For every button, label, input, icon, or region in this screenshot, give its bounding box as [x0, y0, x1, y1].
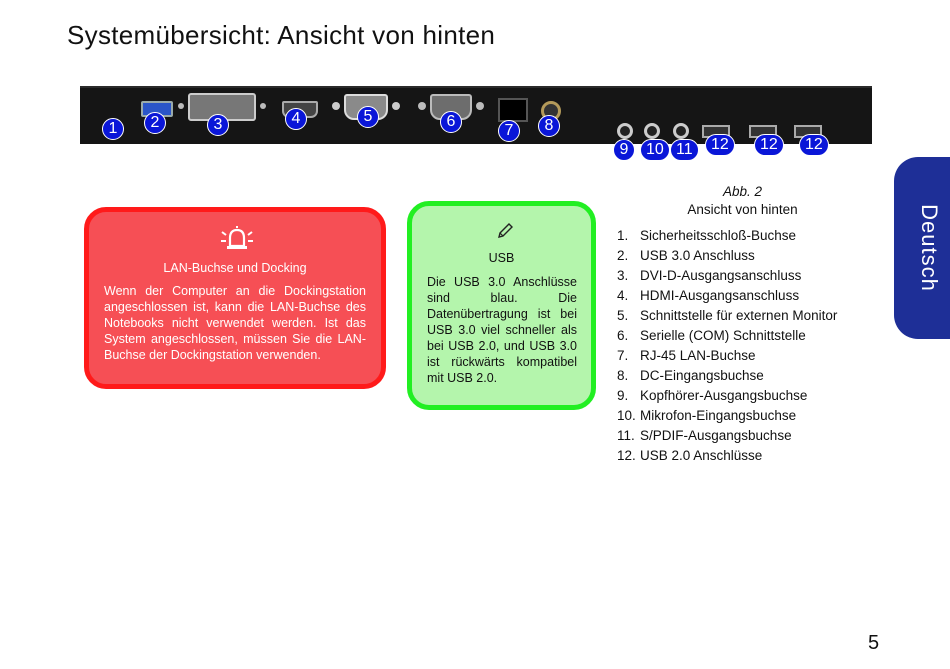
port-legend-list [617, 226, 837, 466]
callout-badge: 8 [538, 115, 560, 137]
list-item [617, 226, 837, 246]
legend-label: S/PDIF-Ausgangsbuchse [640, 428, 792, 443]
legend-number: 5. [617, 308, 629, 323]
legend-label: Schnittstelle für externen Monitor [640, 308, 838, 323]
callout-badge: 2 [144, 112, 166, 134]
language-tab [894, 157, 950, 339]
list-item [617, 386, 837, 406]
language-tab-label: Deutsch [917, 204, 942, 292]
list-item [617, 286, 837, 306]
legend-number: 6. [617, 328, 629, 343]
warning-text: Wenn der Computer an die Dockingstation angeschlossen ist, kann die LAN-Buchse des Notebooks nicht verwendet werden. Ist das System angeschlossen, müssen Sie die LAN-Buchse der Dockingstation verwenden. [104, 284, 366, 362]
callout-badge: 6 [440, 111, 462, 133]
callout-badge: 12 [705, 134, 735, 156]
rj45-port [498, 98, 528, 122]
legend-number: 9. [617, 388, 629, 403]
list-item [617, 366, 837, 386]
legend-number: 11. [617, 428, 635, 443]
legend-label: Sicherheitsschloß-Buchse [640, 228, 797, 243]
warning-title: LAN-Buchse und Docking [163, 261, 307, 275]
page-number: 5 [868, 632, 880, 654]
figure-title: Ansicht von hinten [687, 202, 798, 217]
usb-note-title: USB [488, 251, 515, 265]
legend-label: DC-Eingangsbuchse [640, 368, 764, 383]
legend-number: 2. [617, 248, 629, 263]
legend-number: 12. [617, 448, 636, 463]
alarm-icon [219, 226, 255, 252]
callout-badge: 10 [640, 139, 670, 161]
legend-label: DVI-D-Ausgangsanschluss [640, 268, 802, 283]
callout-badge: 4 [285, 108, 307, 130]
list-item [617, 446, 837, 466]
pencil-icon [496, 222, 514, 240]
list-item [617, 346, 837, 366]
list-item [617, 306, 837, 326]
list-item [617, 266, 837, 286]
legend-number: 3. [617, 268, 629, 283]
legend-label: USB 2.0 Anschlüsse [640, 448, 763, 463]
legend-label: RJ-45 LAN-Buchse [640, 348, 756, 363]
legend-number: 1. [617, 228, 629, 243]
legend-number: 8. [617, 368, 629, 383]
callout-badge: 5 [357, 106, 379, 128]
callout-badge: 9 [613, 139, 635, 161]
usb-note-text: Die USB 3.0 Anschlüsse sind blau. Die Datenübertragung ist bei USB 3.0 viel schneller als bei USB 2.0, und USB 3.0 ist rückwärts kompatibel mit USB 2.0. [427, 275, 577, 385]
list-item [617, 326, 837, 346]
legend-number: 7. [617, 348, 629, 363]
list-item [617, 246, 837, 266]
headphone-jack [617, 123, 633, 139]
warning-box [84, 207, 386, 389]
callout-badge: 12 [799, 134, 829, 156]
callout-badge: 12 [754, 134, 784, 156]
callout-badge: 3 [207, 114, 229, 136]
legend-label: USB 3.0 Anschluss [640, 248, 755, 263]
callout-badge: 11 [670, 139, 699, 161]
legend-number: 4. [617, 288, 629, 303]
list-item [617, 426, 837, 446]
rear-view-panel [80, 86, 872, 144]
usb-note-box [407, 201, 596, 410]
callout-badge: 7 [498, 120, 520, 142]
page-title: Systemübersicht: Ansicht von hinten [67, 20, 496, 50]
legend-label: Mikrofon-Eingangsbuchse [640, 408, 797, 423]
microphone-jack [644, 123, 660, 139]
callout-badge: 1 [102, 118, 124, 140]
legend-label: Serielle (COM) Schnittstelle [640, 328, 806, 343]
legend-label: HDMI-Ausgangsanschluss [640, 288, 800, 303]
list-item [617, 406, 837, 426]
figure-number: Abb. 2 [722, 184, 763, 199]
spdif-jack [673, 123, 689, 139]
legend-label: Kopfhörer-Ausgangsbuchse [640, 388, 808, 403]
legend-number: 10. [617, 408, 636, 423]
